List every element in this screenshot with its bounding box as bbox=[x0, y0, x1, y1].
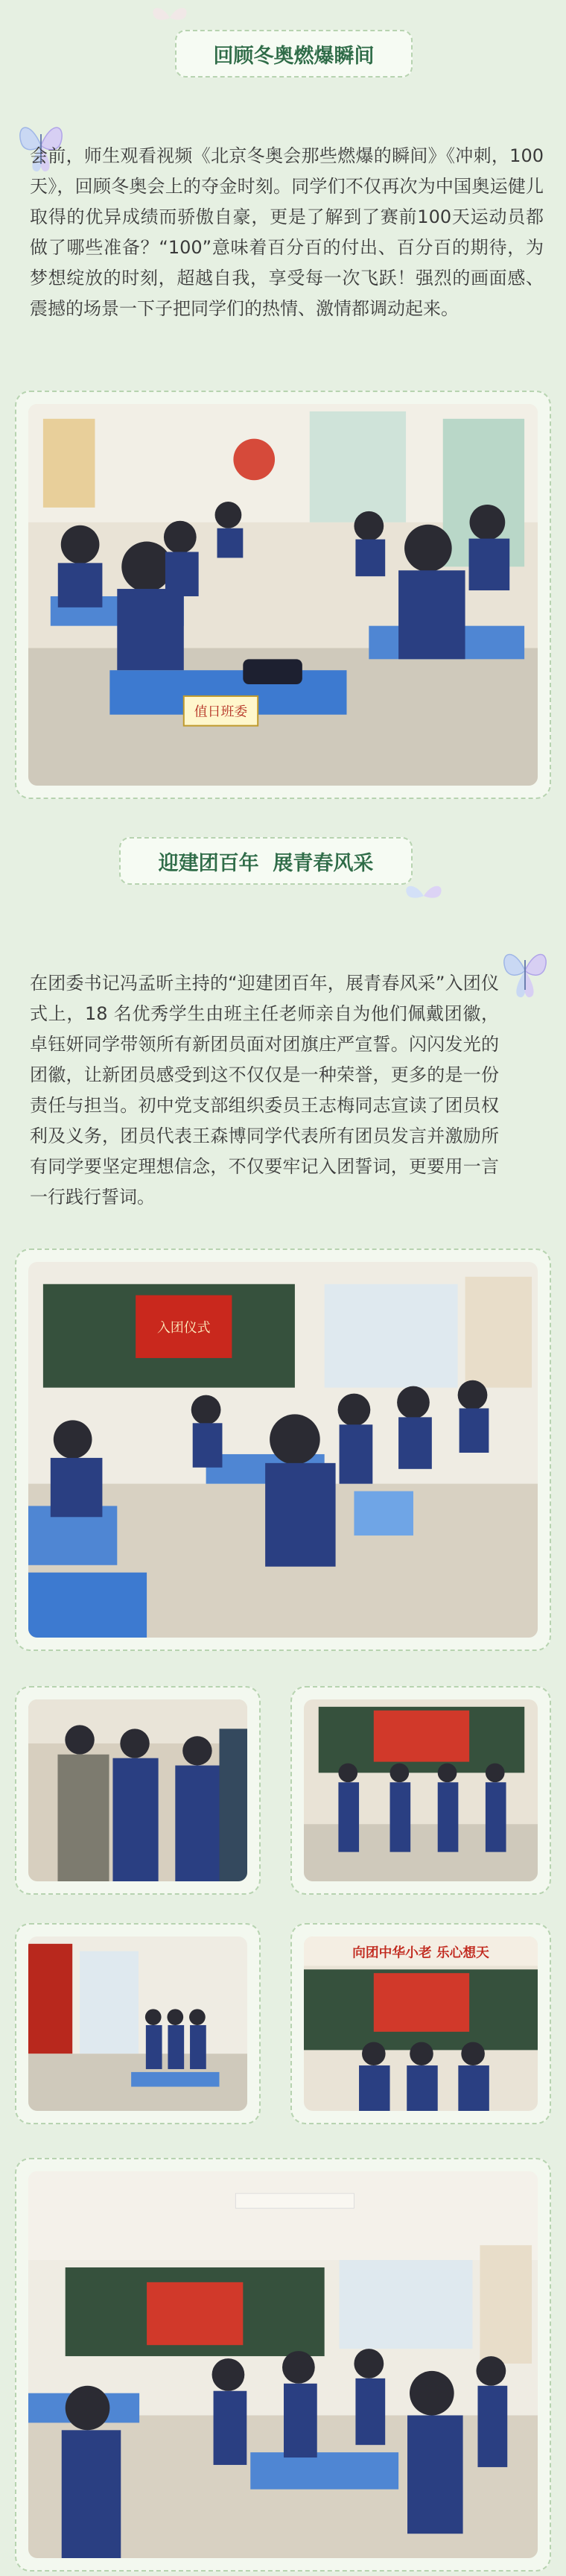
oath-photo bbox=[304, 1699, 538, 1881]
photo-frame bbox=[15, 2158, 551, 2572]
section-title-text: 迎建团百年 展青春风采 bbox=[158, 851, 374, 875]
photo-frame bbox=[290, 1686, 551, 1895]
classroom-photo bbox=[28, 404, 538, 786]
banner-photo bbox=[304, 1936, 538, 2111]
ceremony-photo bbox=[28, 1262, 538, 1638]
photo-frame bbox=[15, 1248, 551, 1651]
photo-frame bbox=[290, 1923, 551, 2124]
photo-frame bbox=[15, 391, 551, 799]
flag-classroom-photo bbox=[28, 1936, 247, 2111]
butterfly-icon bbox=[402, 880, 445, 912]
badge-pinning-photo bbox=[28, 1699, 247, 1881]
photo-frame bbox=[15, 1923, 261, 2124]
section-title bbox=[119, 837, 413, 885]
section-paragraph bbox=[30, 110, 544, 324]
photo-frame bbox=[15, 1686, 261, 1895]
banner-text: 向团中华小老 乐心想天 bbox=[352, 1945, 489, 1961]
final-ceremony-photo bbox=[28, 2171, 538, 2558]
paragraph-text: 会前，师生观看视频《北京冬奥会那些燃爆的瞬间》《冲刺，100天》，回顾冬奥会上的夺金时刻。同学们不仅再次为中国奥运健儿取得的优异成绩而骄傲自豪，更是了解到了赛前100天运动员都做了哪些准备？“100”意味着百分百的付出、百分百的期待，为梦想绽放的时刻，超越自我，享受每一次飞跃！强烈的画面感、震撼的场景一下子把同学们的热情、激情都调动起来。 bbox=[30, 145, 544, 319]
paragraph-text: 在团委书记冯孟昕主持的“迎建团百年，展青春风采”入团仪式上，18 名优秀学生由班主任老师亲自为他们佩戴团徽，卓钰妍同学带领所有新团员面对团旗庄严宣誓。闪闪发光的团徽，让新团员感受到这不仅仅是一种荣誉，更多的是一份责任与担当。初中党支部组织委员王志梅同志宣读了团员权利及义务，团员代表王森博同学代表所有团员发言并激励所有同学要坚定理想信念，不仅要牢记入团誓词，更要用一言一行践行誓词。 bbox=[30, 973, 499, 1208]
butterfly-icon bbox=[497, 941, 553, 1006]
section-paragraph bbox=[30, 938, 499, 1213]
photo-sign: 值日班委 bbox=[194, 704, 248, 720]
section-title bbox=[175, 30, 413, 78]
section-title-text: 回顾冬奥燃爆瞬间 bbox=[213, 44, 375, 68]
screen-text: 入团仪式 bbox=[157, 1320, 211, 1336]
